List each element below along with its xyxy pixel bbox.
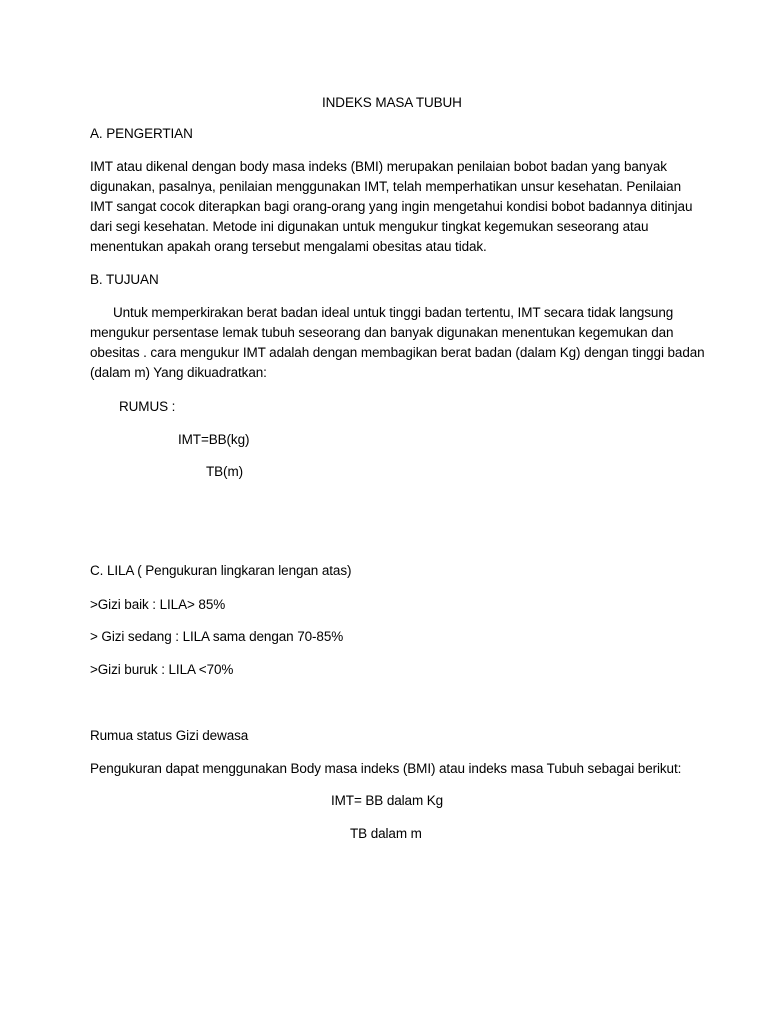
paragraph-line: IMT sangat cocok diterapkan bagi orang-orang yang ingin mengetahui kondisi bobot badannya ditinjau [90, 199, 693, 214]
list-item: >Gizi buruk : LILA <70% [90, 662, 234, 677]
paragraph-line: mengukur persentase lemak tubuh seseorang dan banyak digunakan menentukan kegemukan dan [90, 325, 674, 340]
adult-formula-numerator: IMT= BB dalam Kg [331, 793, 444, 808]
rumus-label: RUMUS : [119, 399, 176, 414]
paragraph-line: dari segi kesehatan. Metode ini digunakan untuk mengukur tingkat kegemukan seseorang atau [90, 219, 649, 234]
section-a-heading: A. PENGERTIAN [90, 126, 193, 141]
adult-status-heading: Rumua status Gizi dewasa [90, 728, 249, 743]
list-item: > Gizi sedang : LILA sama dengan 70-85% [90, 629, 344, 644]
adult-formula-denominator: TB dalam m [350, 826, 422, 841]
section-c-heading: C. LILA ( Pengukuran lingkaran lengan atas) [90, 563, 352, 578]
document-title: INDEKS MASA TUBUH [322, 95, 462, 110]
formula-numerator: IMT=BB(kg) [178, 432, 250, 447]
adult-status-line: Pengukuran dapat menggunakan Body masa indeks (BMI) atau indeks masa Tubuh sebagai berikut: [90, 761, 682, 776]
paragraph-line: menentukan apakah orang tersebut mengalami obesitas atau tidak. [90, 239, 487, 254]
formula-denominator: TB(m) [206, 464, 243, 479]
paragraph-line: digunakan, pasalnya, penilaian menggunakan IMT, telah memperhatikan unsur kesehatan. Penilaian [90, 179, 681, 194]
section-b-paragraph [90, 303, 705, 383]
paragraph-line: Untuk memperkirakan berat badan ideal untuk tinggi badan tertentu, IMT secara tidak langsung [113, 305, 674, 320]
section-b-heading: B. TUJUAN [90, 272, 159, 287]
paragraph-line: IMT atau dikenal dengan body masa indeks (BMI) merupakan penilaian bobot badan yang banyak [90, 159, 667, 174]
list-item: >Gizi baik : LILA> 85% [90, 597, 226, 612]
paragraph-line: obesitas . cara mengukur IMT adalah dengan membagikan berat badan (dalam Kg) dengan tinggi badan [90, 345, 705, 360]
paragraph-line: (dalam m) Yang dikuadratkan: [90, 365, 267, 380]
section-a-paragraph [90, 157, 693, 257]
